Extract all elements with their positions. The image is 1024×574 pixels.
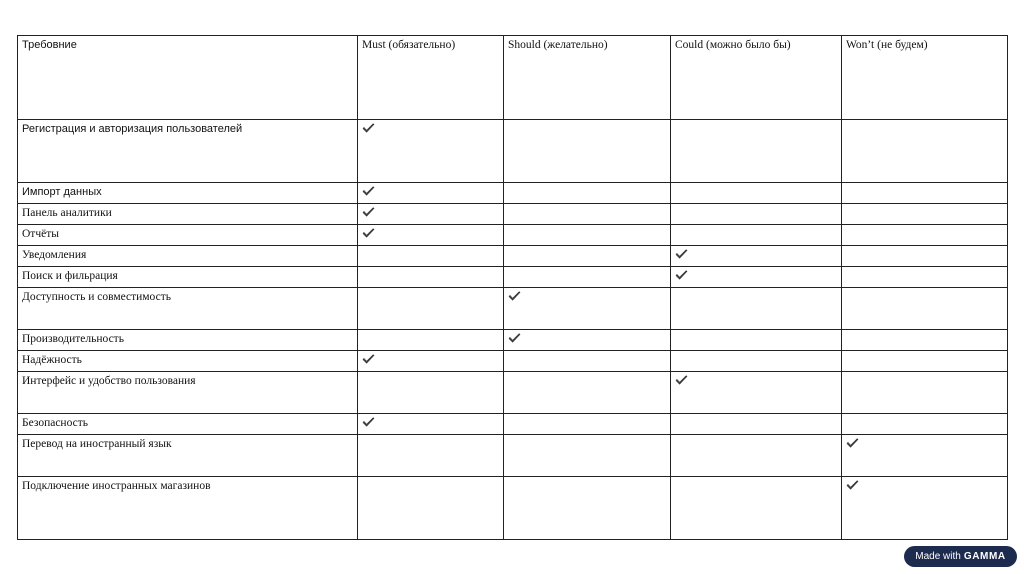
- checkmark-icon: [362, 354, 375, 364]
- checkmark-icon: [362, 186, 375, 196]
- priority-cell-should: [504, 351, 671, 372]
- badge-prefix: Made with: [915, 551, 961, 562]
- priority-cell-should: [504, 372, 671, 414]
- priority-cell-must: [358, 372, 504, 414]
- priority-cell-wont: [842, 288, 1008, 330]
- header-must: Must (обязательно): [358, 36, 504, 120]
- checkmark-icon: [675, 270, 688, 280]
- priority-cell-wont: [842, 120, 1008, 183]
- requirement-cell: Импорт данных: [18, 183, 358, 204]
- priority-cell-should: [504, 330, 671, 351]
- requirement-cell: Поиск и фильрация: [18, 267, 358, 288]
- priority-cell-could: [671, 435, 842, 477]
- header-requirement: Требовние: [18, 36, 358, 120]
- priority-cell-must: [358, 120, 504, 183]
- requirement-cell: Перевод на иностранный язык: [18, 435, 358, 477]
- priority-cell-must: [358, 477, 504, 540]
- moscow-table: [17, 35, 1008, 540]
- priority-cell-must: [358, 183, 504, 204]
- priority-cell-could: [671, 246, 842, 267]
- priority-cell-should: [504, 120, 671, 183]
- checkmark-icon: [362, 123, 375, 133]
- priority-cell-wont: [842, 372, 1008, 414]
- priority-cell-wont: [842, 204, 1008, 225]
- table-row: [18, 414, 1008, 435]
- requirement-cell: Уведомления: [18, 246, 358, 267]
- table-row: [18, 477, 1008, 540]
- checkmark-icon: [675, 249, 688, 259]
- priority-cell-should: [504, 225, 671, 246]
- priority-cell-should: [504, 477, 671, 540]
- requirement-cell: Отчёты: [18, 225, 358, 246]
- checkmark-icon: [362, 417, 375, 427]
- priority-cell-could: [671, 225, 842, 246]
- header-wont: Won’t (не будем): [842, 36, 1008, 120]
- priority-cell-must: [358, 435, 504, 477]
- priority-cell-could: [671, 372, 842, 414]
- priority-cell-must: [358, 414, 504, 435]
- header-should: Should (желательно): [504, 36, 671, 120]
- priority-cell-wont: [842, 414, 1008, 435]
- priority-cell-must: [358, 288, 504, 330]
- requirement-cell: Панель аналитики: [18, 204, 358, 225]
- priority-cell-should: [504, 288, 671, 330]
- table-row: [18, 183, 1008, 204]
- requirement-cell: Регистрация и авторизация пользователей: [18, 120, 358, 183]
- table-row: [18, 372, 1008, 414]
- checkmark-icon: [846, 480, 859, 490]
- requirement-cell: Доступность и совместимость: [18, 288, 358, 330]
- table-row: [18, 435, 1008, 477]
- table-row: [18, 204, 1008, 225]
- table-row: [18, 120, 1008, 183]
- priority-cell-could: [671, 414, 842, 435]
- table-row: [18, 288, 1008, 330]
- priority-cell-could: [671, 477, 842, 540]
- priority-cell-must: [358, 225, 504, 246]
- priority-cell-should: [504, 414, 671, 435]
- priority-cell-could: [671, 351, 842, 372]
- checkmark-icon: [362, 207, 375, 217]
- table-row: [18, 330, 1008, 351]
- requirement-cell: Подключение иностранных магазинов: [18, 477, 358, 540]
- priority-cell-wont: [842, 330, 1008, 351]
- priority-cell-could: [671, 183, 842, 204]
- priority-cell-should: [504, 246, 671, 267]
- requirement-cell: Производительность: [18, 330, 358, 351]
- priority-cell-must: [358, 330, 504, 351]
- priority-cell-must: [358, 351, 504, 372]
- priority-cell-must: [358, 246, 504, 267]
- priority-cell-wont: [842, 351, 1008, 372]
- priority-cell-must: [358, 204, 504, 225]
- priority-cell-should: [504, 267, 671, 288]
- made-with-gamma-badge[interactable]: [904, 546, 1017, 567]
- checkmark-icon: [508, 291, 521, 301]
- priority-cell-should: [504, 204, 671, 225]
- priority-cell-wont: [842, 225, 1008, 246]
- header-row: [18, 36, 1008, 120]
- badge-brand: GAMMA: [963, 551, 1006, 562]
- priority-cell-wont: [842, 246, 1008, 267]
- priority-cell-could: [671, 288, 842, 330]
- priority-cell-could: [671, 267, 842, 288]
- checkmark-icon: [508, 333, 521, 343]
- checkmark-icon: [846, 438, 859, 448]
- table-row: [18, 225, 1008, 246]
- priority-cell-should: [504, 183, 671, 204]
- priority-cell-could: [671, 120, 842, 183]
- table-row: [18, 351, 1008, 372]
- priority-cell-should: [504, 435, 671, 477]
- priority-cell-wont: [842, 267, 1008, 288]
- checkmark-icon: [362, 228, 375, 238]
- requirement-cell: Безопасность: [18, 414, 358, 435]
- priority-cell-wont: [842, 477, 1008, 540]
- requirement-cell: Надёжность: [18, 351, 358, 372]
- header-could: Could (можно было бы): [671, 36, 842, 120]
- table-row: [18, 267, 1008, 288]
- checkmark-icon: [675, 375, 688, 385]
- priority-cell-must: [358, 267, 504, 288]
- priority-cell-wont: [842, 435, 1008, 477]
- priority-cell-wont: [842, 183, 1008, 204]
- table-row: [18, 246, 1008, 267]
- priority-cell-could: [671, 204, 842, 225]
- priority-cell-could: [671, 330, 842, 351]
- requirement-cell: Интерфейс и удобство пользования: [18, 372, 358, 414]
